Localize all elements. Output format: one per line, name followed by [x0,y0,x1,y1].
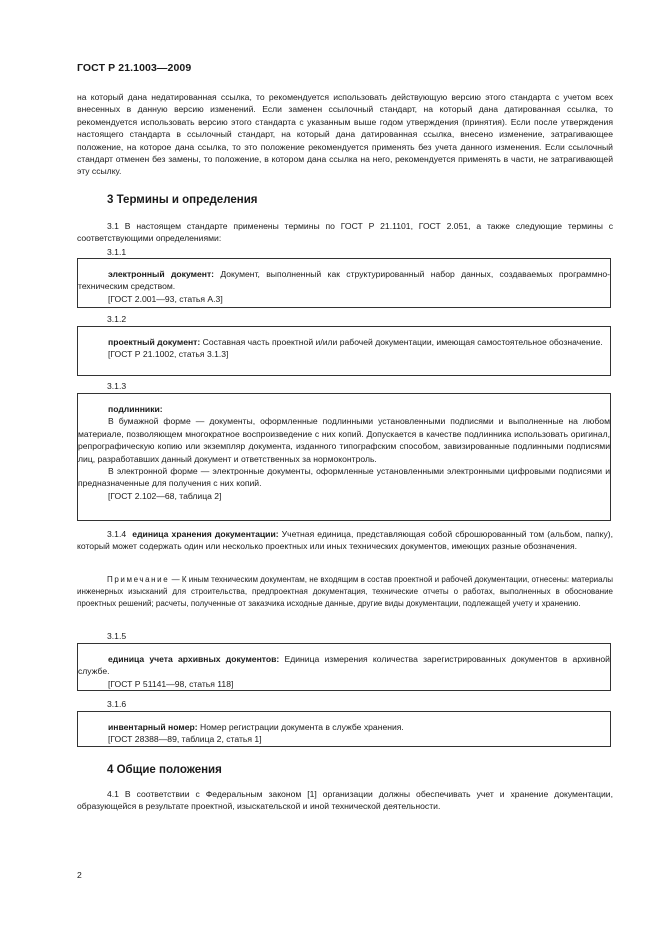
term-definition-paper: В бумажной форме — документы, оформленные подлинными установленными подписями и выполненные на любом материале, позволяющем многократное воспроизведение с них копий. Допускается в качестве подлинника использовать оригинал, репрографическую копию или экземпляр документа, изданного типографским способом, завизированные подлинными подписями лиц, разработавших данный документ и ответственных за нормоконтроль. [78,416,610,464]
term-number: 3.1.3 [107,381,127,391]
term-box-archive-unit [77,643,611,691]
term-name: инвентарный номер: [108,722,198,732]
term-source: [ГОСТ Р 51141—98, статья 118] [108,678,234,689]
clause-4-1: 4.1 В соответствии с Федеральным законом [1] организации должны обеспечивать учет и хранение документации, образующейся в результате проектной, изыскательской и иной технической деятельности. [77,789,613,812]
term-box-project-document [77,326,611,376]
term-definition: Учетная единица, представляющая собой сброшюрованный том (альбом, папку), который может содержать один или несколько проектных или иных технических документов, имеющих разные обозначения. [77,529,613,552]
term-box-inventory-number [77,711,611,747]
term-number: 3.1.2 [107,314,127,324]
term-definition: Единица измерения количества зарегистрированных документов в архивной службе. [78,654,610,677]
note [77,574,613,609]
term-number: 3.1.1 [107,247,127,257]
term-source: [ГОСТ 2.001—93, статья А.3] [108,293,223,304]
term-number: 3.1.5 [107,631,127,641]
term-definition-electronic: В электронной форме — электронные документы, оформленные установленными электронными цифровыми подписями и предназначенные для получения с них копий. [78,466,610,489]
term-name: подлинники: [108,404,163,414]
term-number: 3.1.6 [107,699,127,709]
document-header: ГОСТ Р 21.1003—2009 [77,62,192,74]
section-4-title: 4 Общие положения [107,764,222,776]
term-name: единица учета архивных документов: [108,654,280,664]
term-name: электронный документ: [108,269,215,279]
term-name: единица хранения документации: [132,529,279,539]
clause-3-1: 3.1 В настоящем стандарте применены термины по ГОСТ Р 21.1101, ГОСТ 2.051, а также следующие термины с соответствующими определениями: [77,221,613,244]
term-definition: Номер регистрации документа в службе хранения. [197,722,404,732]
term-source: [ГОСТ 28388—89, таблица 2, статья 1] [108,734,262,745]
term-box-originals [77,393,611,521]
term-definition: Документ, выполненный как структурированный набор данных, создаваемых программно-техническим средством. [78,269,610,292]
term-source: [ГОСТ Р 21.1002, статья 3.1.3] [108,349,229,360]
term-number: 3.1.4 [107,529,127,539]
note-text: — К иным техническим документам, не входящим в состав проектной и рабочей документации, отнесены: материалы инженерных изысканий для строительства, предпроектная документация, технические отчеты о работах, выполненных в обоснование проектных решений; расчеты, полученные от заказчика исходные данные, другие виды документации, подлежащей учету и хранению. [77,575,613,608]
clause-3-1-4 [77,528,613,553]
page-number: 2 [77,870,82,880]
term-box-electronic-document [77,258,611,308]
intro-paragraph: на который дана недатированная ссылка, то рекомендуется использовать действующую версию этого стандарта с учетом всех внесенных в данную версию изменений. Если заменен ссылочный стандарт, на который дана датированная ссылка, то рекомендуется использовать версию этого стандарта с указанным выше годом утверждения (принятия). Если после утверждения настоящего стандарта в ссылочный стандарт, на который дана датированная ссылка, внесено изменение, затрагивающее положение, на которое дана ссылка, то это положение рекомендуется применять без учета данного изменения. Если ссылочный стандарт отменен без замены, то положение, в котором дана ссылка на него, рекомендуется применять в части, не затрагивающей эту ссылку. [77,92,613,177]
term-definition: Составная часть проектной и/или рабочей документации, имеющая самостоятельное обозначение. [200,337,603,347]
section-3-title: 3 Термины и определения [107,194,258,206]
note-label: Примечание [107,575,170,584]
term-name: проектный документ: [108,337,201,347]
term-source: [ГОСТ 2.102—68, таблица 2] [108,490,222,501]
